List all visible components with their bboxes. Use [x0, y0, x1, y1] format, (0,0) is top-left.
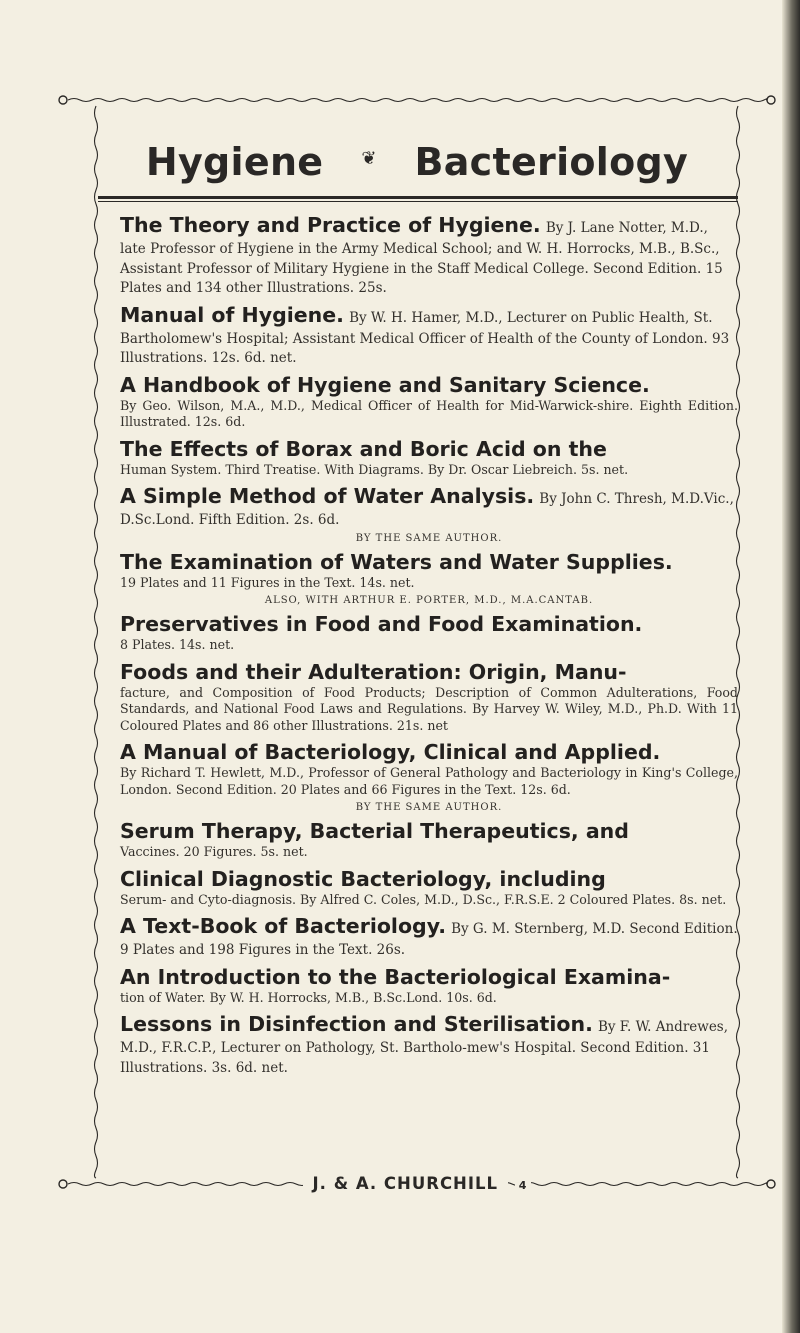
book-title: Manual of Hygiene. — [120, 302, 344, 327]
book-title: Serum Therapy, Bacterial Therapeutics, and — [120, 819, 629, 843]
book-title: Preservatives in Food and Food Examination. — [120, 612, 643, 636]
author-note: BY THE SAME AUTHOR. — [355, 532, 503, 544]
header-left-word: Hygiene — [145, 140, 324, 184]
book-entry — [120, 818, 738, 861]
book-title: The Examination of Waters and Water Supplies. — [120, 549, 673, 574]
book-details: Human System. Third Treatise. With Diagrams. By Dr. Oscar Liebreich. 5s. net. — [120, 461, 629, 477]
book-entry — [120, 659, 738, 735]
book-entry — [120, 302, 738, 367]
book-details: Serum- and Cyto-diagnosis. By Alfred C. Coles, M.D., D.Sc., F.R.S.E. 2 Coloured Plates. 8s. net. — [120, 891, 727, 907]
book-title: The Theory and Practice of Hygiene. — [120, 213, 541, 237]
header-rule-thick — [98, 196, 738, 199]
header-rule-thin — [98, 201, 738, 202]
header-right-word: Bacteriology — [414, 140, 689, 184]
book-title: A Simple Method of Water Analysis. — [120, 484, 535, 508]
page-number: 4 — [515, 1179, 532, 1192]
book-entry — [120, 739, 738, 813]
book-list — [120, 212, 738, 1081]
corner-ring — [59, 96, 67, 104]
author-note: BY THE SAME AUTHOR. — [355, 802, 503, 813]
book-details: facture, and Composition of Food Products; Description of Common Adulterations, Food Standards, and National Food Laws and Regulations. By Harvey W. Wiley, M.D., Ph.D. With 11 Coloured Plates and 86 other Illustrations. 21s. net — [120, 684, 738, 733]
book-title: Clinical Diagnostic Bacteriology, including — [120, 866, 606, 891]
book-details: By Geo. Wilson, M.A., M.D., Medical Officer of Health for Mid-Warwick-shire. Eighth Edition. Illustrated. 12s. 6d. — [120, 397, 738, 429]
book-entry — [120, 611, 738, 654]
book-title: Foods and their Adulteration: Origin, Manu- — [120, 659, 627, 684]
book-details: By John C. Thresh, M.D.Vic., D.Sc.Lond. Fifth Edition. 2s. 6d. — [120, 491, 734, 528]
book-details: Vaccines. 20 Figures. 5s. net. — [120, 844, 308, 859]
book-details: By F. W. Andrewes, M.D., F.R.C.P., Lecturer on Pathology, St. Bartholo-mew's Hospital. Second Edition. 31 Illustrations. 3s. 6d. net. — [120, 1019, 729, 1076]
book-details: By J. Lane Notter, M.D., late Professor of Hygiene in the Army Medical School; and W. H. Horrocks, M.B., B.Sc., Assistant Professor of Military Hygiene in the Staff Medical College. Second Edition. 15 Plates and 134 other Illustrations. 25s. — [120, 220, 723, 296]
book-entry — [120, 483, 738, 544]
book-entry — [120, 436, 738, 479]
book-details: By W. H. Hamer, M.D., Lecturer on Public Health, St. Bartholomew's Hospital; Assistant Medical Officer of Health of the County of London. 93 Illustrations. 12s. 6d. net. — [120, 309, 730, 366]
wavy-border-line — [95, 106, 98, 1178]
page-header — [58, 130, 776, 194]
book-title: A Manual of Bacteriology, Clinical and Applied. — [120, 740, 661, 764]
book-details: tion of Water. By W. H. Horrocks, M.B., B.Sc.Lond. 10s. 6d. — [120, 989, 497, 1005]
book-entry — [120, 1011, 738, 1076]
book-details: 8 Plates. 14s. net. — [120, 637, 235, 652]
book-title: An Introduction to the Bacteriological Examina- — [120, 964, 671, 989]
book-entry — [120, 866, 738, 909]
book-entry — [120, 964, 738, 1007]
wavy-border-line — [68, 99, 768, 102]
advertisement-frame — [58, 94, 776, 1193]
book-entry — [120, 372, 738, 431]
publisher-footer — [58, 1174, 776, 1193]
book-details: By G. M. Sternberg, M.D. Second Edition. 9 Plates and 198 Figures in the Text. 26s. — [120, 921, 738, 958]
book-entry — [120, 212, 738, 297]
page-edge — [782, 0, 800, 1333]
book-details: By Richard T. Hewlett, M.D., Professor of General Pathology and Bacteriology in King's College, London. Second Edition. 20 Plates and 66 Figures in the Text. 12s. 6d. — [120, 765, 738, 797]
book-title: A Text-Book of Bacteriology. — [120, 914, 446, 938]
book-entry — [120, 913, 738, 959]
book-title: The Effects of Borax and Boric Acid on the — [120, 436, 607, 461]
book-title: A Handbook of Hygiene and Sanitary Science. — [120, 372, 650, 397]
book-details: 19 Plates and 11 Figures in the Text. 14s. net. — [120, 574, 415, 590]
author-note: ALSO, WITH ARTHUR E. PORTER, M.D., M.A.CANTAB. — [264, 595, 594, 606]
publisher-name: J. & A. CHURCHILL — [303, 1174, 508, 1193]
ornament-icon: ❦ — [361, 147, 377, 169]
book-entry — [120, 549, 738, 607]
book-title: Lessons in Disinfection and Sterilisation. — [120, 1012, 593, 1036]
corner-ring — [767, 96, 775, 104]
